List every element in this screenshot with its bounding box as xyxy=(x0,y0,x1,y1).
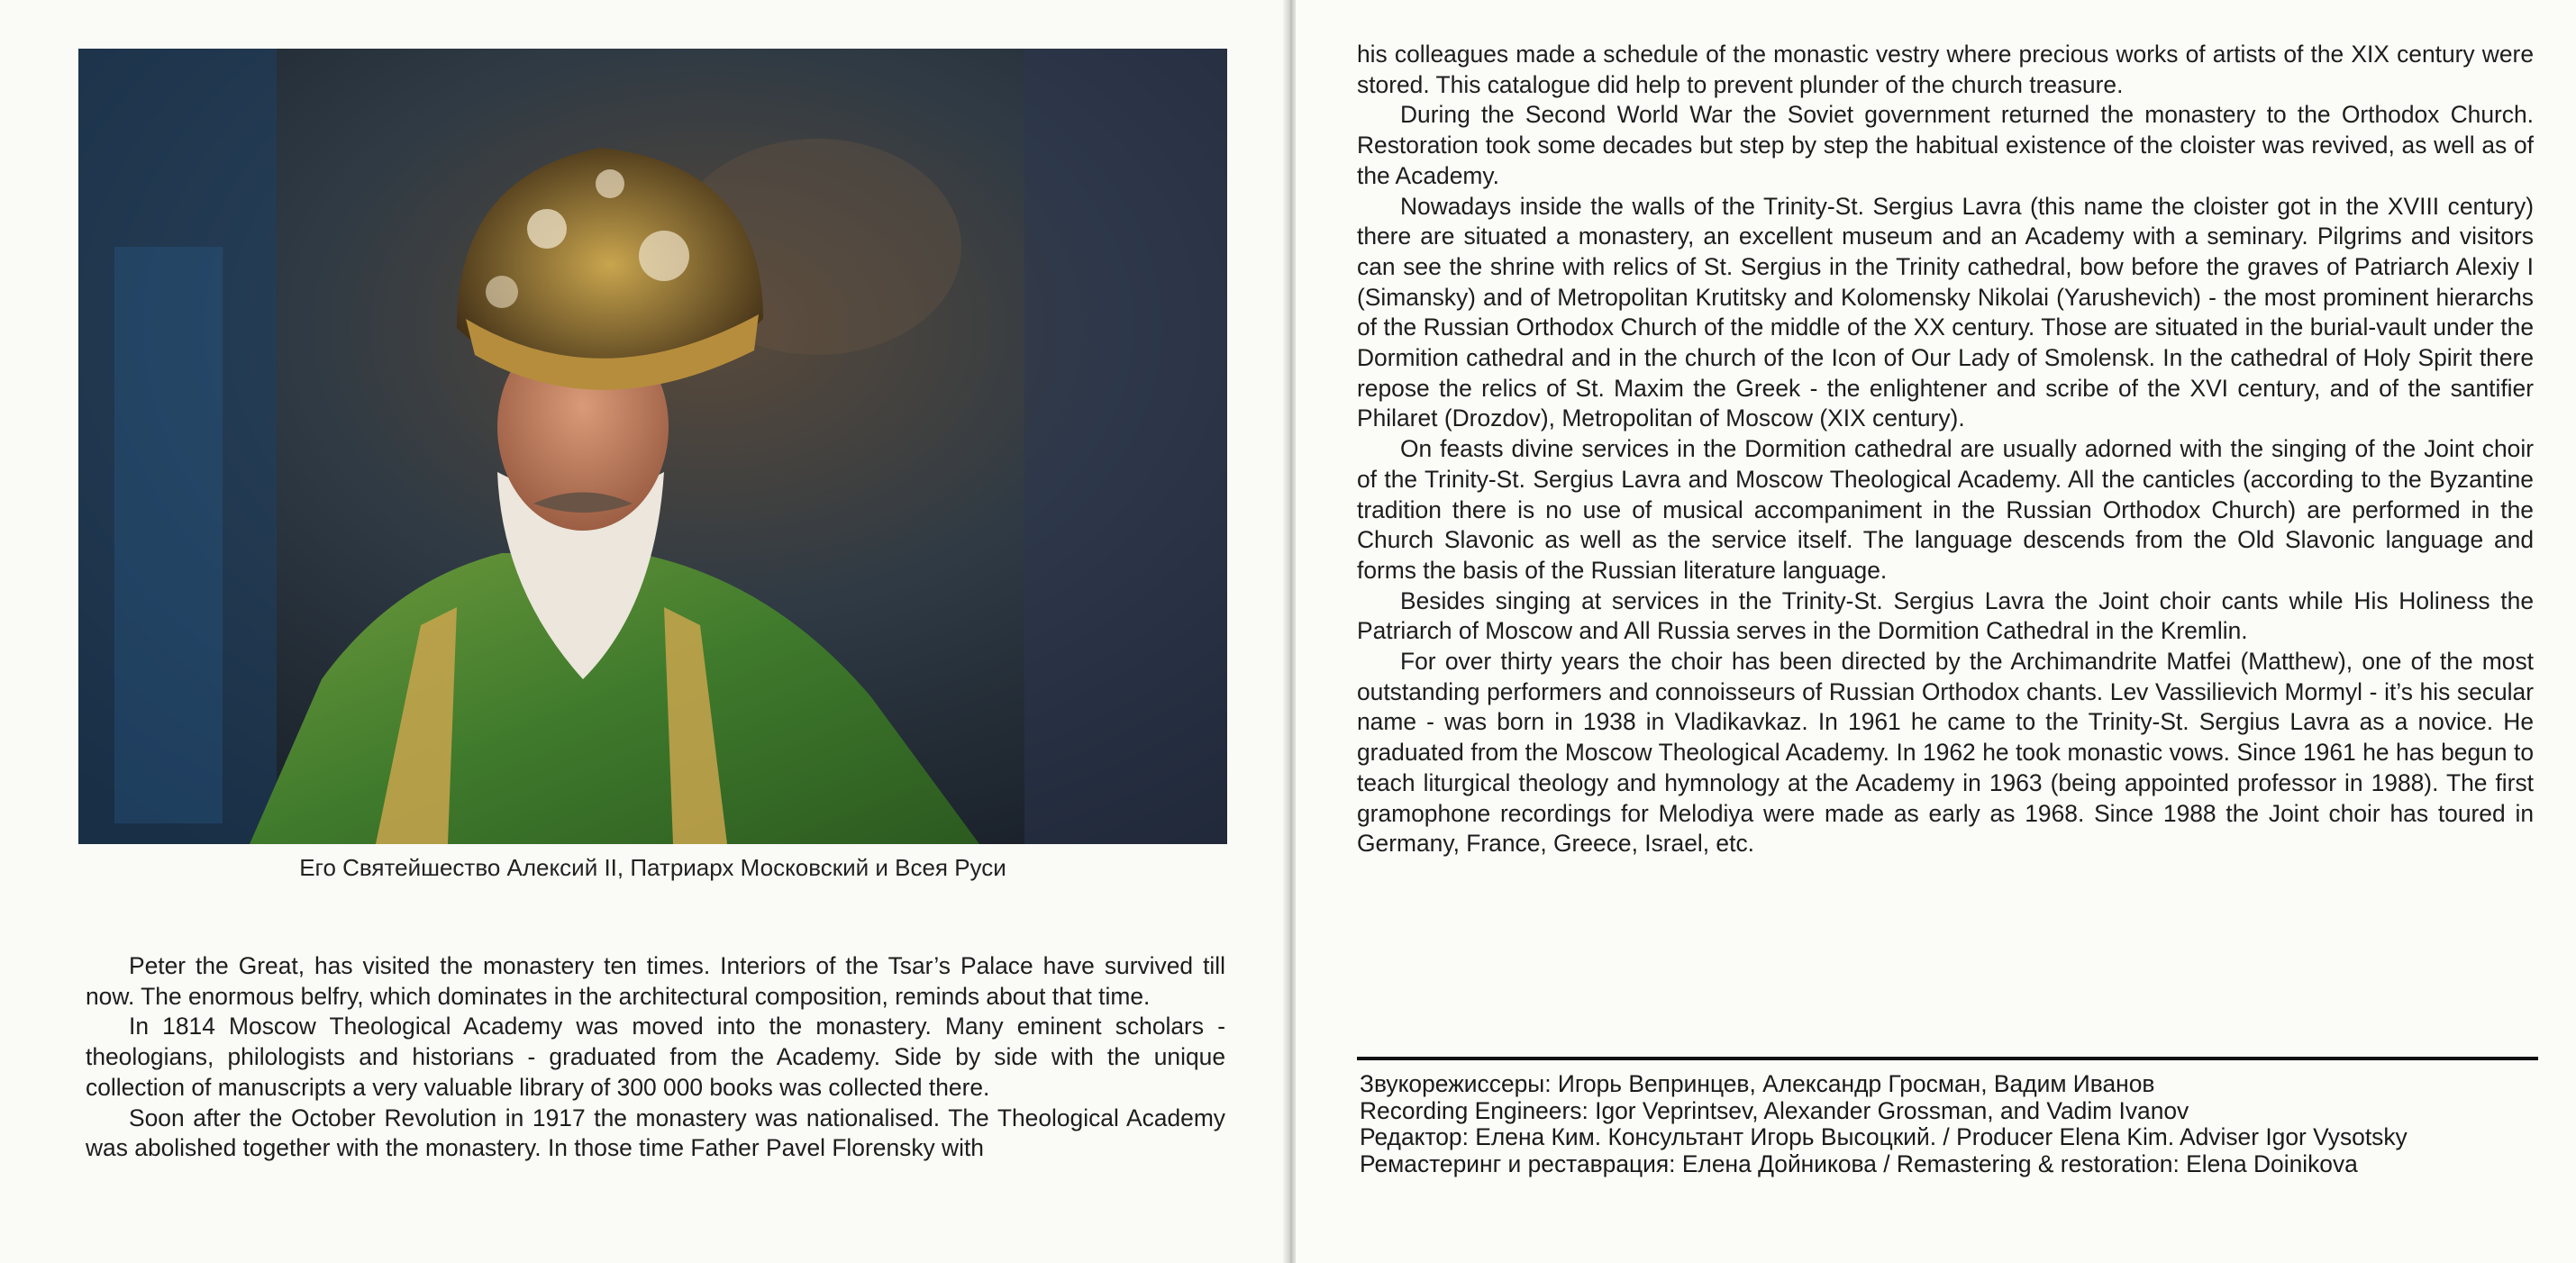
paragraph: On feasts divine services in the Dormition cathedral are usually adorned with the singing of the Joint choir of the Trinity-St. Sergius Lavra and Moscow Theological Academy. All the canticles (according to the Byzantine tradition there is no use of musical accompaniment in the Russian Orthodox Church) are performed in the Church Slavonic as well as the service itself. The language descends from the Old Slavonic language and forms the basis of the Russian literature language. xyxy=(1357,435,2534,584)
left-body-text xyxy=(86,951,1225,1164)
paragraph: Peter the Great, has visited the monastery ten times. Interiors of the Tsar’s Palace have survived till now. The enormous belfry, which dominates in the architectural composition, reminds about that time. xyxy=(86,952,1225,1010)
right-page xyxy=(1296,0,2576,1263)
credits-divider xyxy=(1357,1057,2538,1060)
paragraph: For over thirty years the choir has been directed by the Archimandrite Matfei (Matthew), one of the most outstanding performers and connoisseurs of Russian Orthodox chants. Lev Vassilievich Mormyl - it’s his secular name - was born in 1938 in Vladikavkaz. In 1961 he came to the Trinity-St. Sergius Lavra as a novice. He graduated from the Moscow Theological Academy. In 1962 he took monastic vows. Since 1961 he has begun to teach liturgical theology and hymnology at the Academy in 1963 (being appointed professor in 1988). The first gramophone recordings for Melodiya were made as early as 1968. Since 1988 the Joint choir has toured in Germany, France, Greece, Israel, etc. xyxy=(1357,648,2534,858)
right-body-text xyxy=(1357,40,2534,859)
paragraph: Nowadays inside the walls of the Trinity-St. Sergius Lavra (this name the cloister got in the XVIII century) there are situated a monastery, an excellent museum and an Academy with a seminary. Pilgrims and visitors can see the shrine with relics of St. Sergius in the Trinity cathedral, bow before the graves of Patriarch Alexiy I (Simansky) and of Metropolitan Krutitsky and Kolomensky Nikolai (Yarushevich) - the most prominent hierarchs of the Russian Orthodox Church of the middle of the XX century. Those are situated in the burial-vault under the Dormition cathedral and in the church of the Icon of Our Lady of Smolensk. In the cathedral of Holy Spirit there repose the relics of St. Maxim the Greek - the enlightener and scribe of the XVI century, and of the santifier Philaret (Drozdov), Metropolitan of Moscow (XIX century). xyxy=(1357,192,2534,432)
portrait-illustration xyxy=(78,49,1227,844)
credit-line: Редактор: Елена Ким. Консультант Игорь Высоцкий. / Producer Elena Kim. Adviser Igor Vysotsky xyxy=(1360,1123,2408,1151)
credit-line: Recording Engineers: Igor Veprintsev, Alexander Grossman, and Vadim Ivanov xyxy=(1360,1096,2189,1124)
paragraph: his colleagues made a schedule of the monastic vestry where precious works of artists of the XIX century were stored. This catalogue did help to prevent plunder of the church treasure. xyxy=(1357,41,2534,98)
paragraph: In 1814 Moscow Theological Academy was moved into the monastery. Many eminent scholars - theologians, philologists and historians - graduated from the Academy. Side by side with the unique collection of manuscripts a very valuable library of 300 000 books was collected there. xyxy=(86,1013,1225,1101)
paragraph: Besides singing at services in the Trinity-St. Sergius Lavra the Joint choir cants while His Holiness the Patriarch of Moscow and All Russia serves in the Dormition Cathedral in the Kremlin. xyxy=(1357,586,2534,645)
credit-line: Ремастеринг и реставрация: Елена Дойникова / Remastering & restoration: Elena Doinikova xyxy=(1360,1149,2358,1177)
patriarch-portrait-photo xyxy=(78,49,1227,844)
credits-block xyxy=(1360,1071,2540,1177)
credit-line: Звукорежиссеры: Игорь Вепринцев, Александр Гросман, Вадим Иванов xyxy=(1360,1070,2155,1097)
paragraph: During the Second World War the Soviet government returned the monastery to the Orthodox Church. Restoration took some decades but step by step the habitual existence of the cloister was revived, as well as of the Academy. xyxy=(1357,101,2534,189)
paragraph: Soon after the October Revolution in 1917 the monastery was nationalised. The Theological Academy was abolished together with the monastery. In those time Father Pavel Florensky with xyxy=(86,1104,1225,1162)
photo-caption: Его Святейшество Алексий II, Патриарх Московский и Всея Руси xyxy=(299,854,1006,881)
